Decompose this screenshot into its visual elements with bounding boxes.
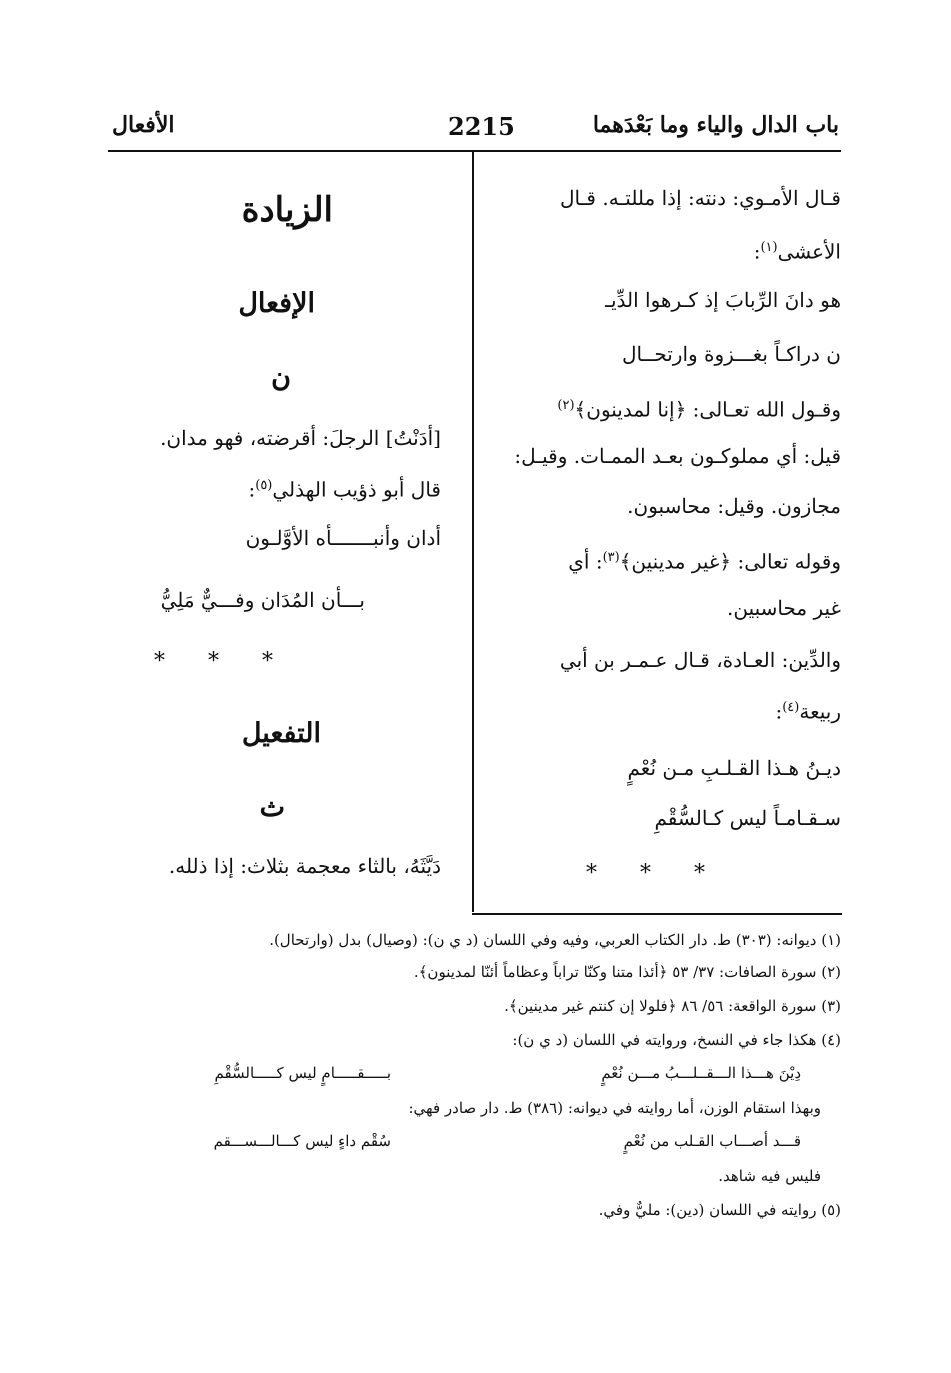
subsection-title: الإفعال xyxy=(238,288,315,319)
text-segment: : xyxy=(775,699,783,724)
text-segment: : xyxy=(248,477,256,502)
footnote-rule xyxy=(472,913,842,915)
footnote-ref[interactable]: (٢) xyxy=(557,398,575,413)
footnote: (٤) هكذا جاء في النسخ، وروايته في اللسان (د ي ن): xyxy=(512,1031,841,1049)
footnote-ref[interactable]: (١) xyxy=(760,240,778,255)
footnote: فليس فيه شاهد. xyxy=(718,1167,821,1185)
text-segment: قال أبو ذؤيب الهذلي xyxy=(272,477,441,502)
verse-line: هو دانَ الرِّبابَ إذ كـرهوا الدِّيـ xyxy=(605,288,841,312)
section-separator: * * * xyxy=(154,649,291,674)
text-line: [أدَنْتُ] الرجلَ: أقرضته، فهو مدان. xyxy=(160,426,441,450)
footnote: (١) ديوانه: (٣٠٣) ط. دار الكتاب العربي، وفيه وفي اللسان (د ي ن): (وصيال) بدل (وارتحال). xyxy=(269,931,841,949)
footnote: (٣) سورة الواقعة: ٥٦/ ٨٦ ﴿فلولا إن كنتم غير مدينين﴾. xyxy=(504,997,841,1015)
verse-line: سـقـامـاً ليس كـالسُّقْمِ xyxy=(654,806,841,830)
text-line: غير محاسبين. xyxy=(726,596,841,620)
header-section-title: الأفعال xyxy=(112,112,175,138)
text-line xyxy=(248,472,441,504)
footnote: (٢) سورة الصافات: ٣٧/ ٥٣ ﴿أئذا متنا وكنّا تراباً وعظاماً أئنّا لمدينون﴾. xyxy=(413,963,841,981)
text-line: مجازون. وقيل: محاسبون. xyxy=(627,494,841,518)
text-line: قـال الأمـوي: دنته: إذا مللتـه. قـال xyxy=(559,186,841,210)
footnote-ref[interactable]: (٥) xyxy=(255,478,273,493)
text-segment: وقوله تعالى: ﴿غير مدينين﴾ xyxy=(619,549,841,574)
header-rule xyxy=(108,150,841,152)
text-line: قيل: أي مملوكـون بعـد الممـات. وقيـل: xyxy=(514,444,841,468)
text-segment: : xyxy=(753,239,761,264)
text-segment: وقـول الله تعـالى: ﴿إنا لمدينون﴾ xyxy=(574,397,841,422)
footnote-ref[interactable]: (٣) xyxy=(602,550,620,565)
footnote: وبهذا استقام الوزن، أما روايته في ديوانه: (٣٨٦) ط. دار صادر فهي: xyxy=(408,1099,821,1117)
text-segment: ربيعة xyxy=(799,699,841,724)
section-separator: * * * xyxy=(586,861,723,886)
verse-line: أدان وأنبـــــــأه الأوَّلـون xyxy=(245,526,441,550)
header-chapter-title: باب الدال والياء وما بَعْدَهما xyxy=(592,112,839,138)
text-line xyxy=(557,392,841,424)
text-segment: الأعشى xyxy=(777,239,841,264)
section-title: الزيادة xyxy=(241,190,333,230)
text-line: دَيَّثَهُ، بالثاء معجمة بثلاث: إذا ذلله. xyxy=(168,854,441,878)
footnote: (٥) روايته في اللسان (دين): مليٌّ وفي. xyxy=(598,1201,841,1219)
footnote-ref[interactable]: (٤) xyxy=(782,700,800,715)
footnote-verse: قـــد أصـــاب القـلب من نُعْمٍ xyxy=(623,1132,801,1150)
text-line xyxy=(775,694,841,726)
verse-line: ن دراكـاً بغـــزوة وارتحــال xyxy=(621,342,841,366)
text-line: والدِّين: العـادة، قـال عـمـر بن أبي xyxy=(559,648,841,672)
verse-line: ديـنُ هـذا القـلـبِ مـن نُعْمٍ xyxy=(627,756,841,780)
letter-heading: ن xyxy=(271,362,291,393)
column-divider xyxy=(472,152,474,912)
page-number: 2215 xyxy=(448,112,515,141)
subsection-title: التفعيل xyxy=(241,718,321,749)
letter-heading: ث xyxy=(259,792,285,823)
text-segment: : أي xyxy=(568,549,603,574)
text-line xyxy=(568,544,841,576)
verse-line: بـــأن المُدَان وفـــيٌّ مَلِيُّ xyxy=(160,588,365,612)
footnote-verse: دِيْنَ هـــذا الـــقــلـــبُ مـــن نُعْمٍ xyxy=(601,1064,801,1082)
footnote-verse: بـــــقـــــامٍ ليس كـــــالسُّقْمِ xyxy=(214,1064,391,1082)
text-line xyxy=(754,234,841,266)
footnote-verse: سُقْم داءٍ ليس كـــالـــســـقم xyxy=(213,1132,391,1150)
